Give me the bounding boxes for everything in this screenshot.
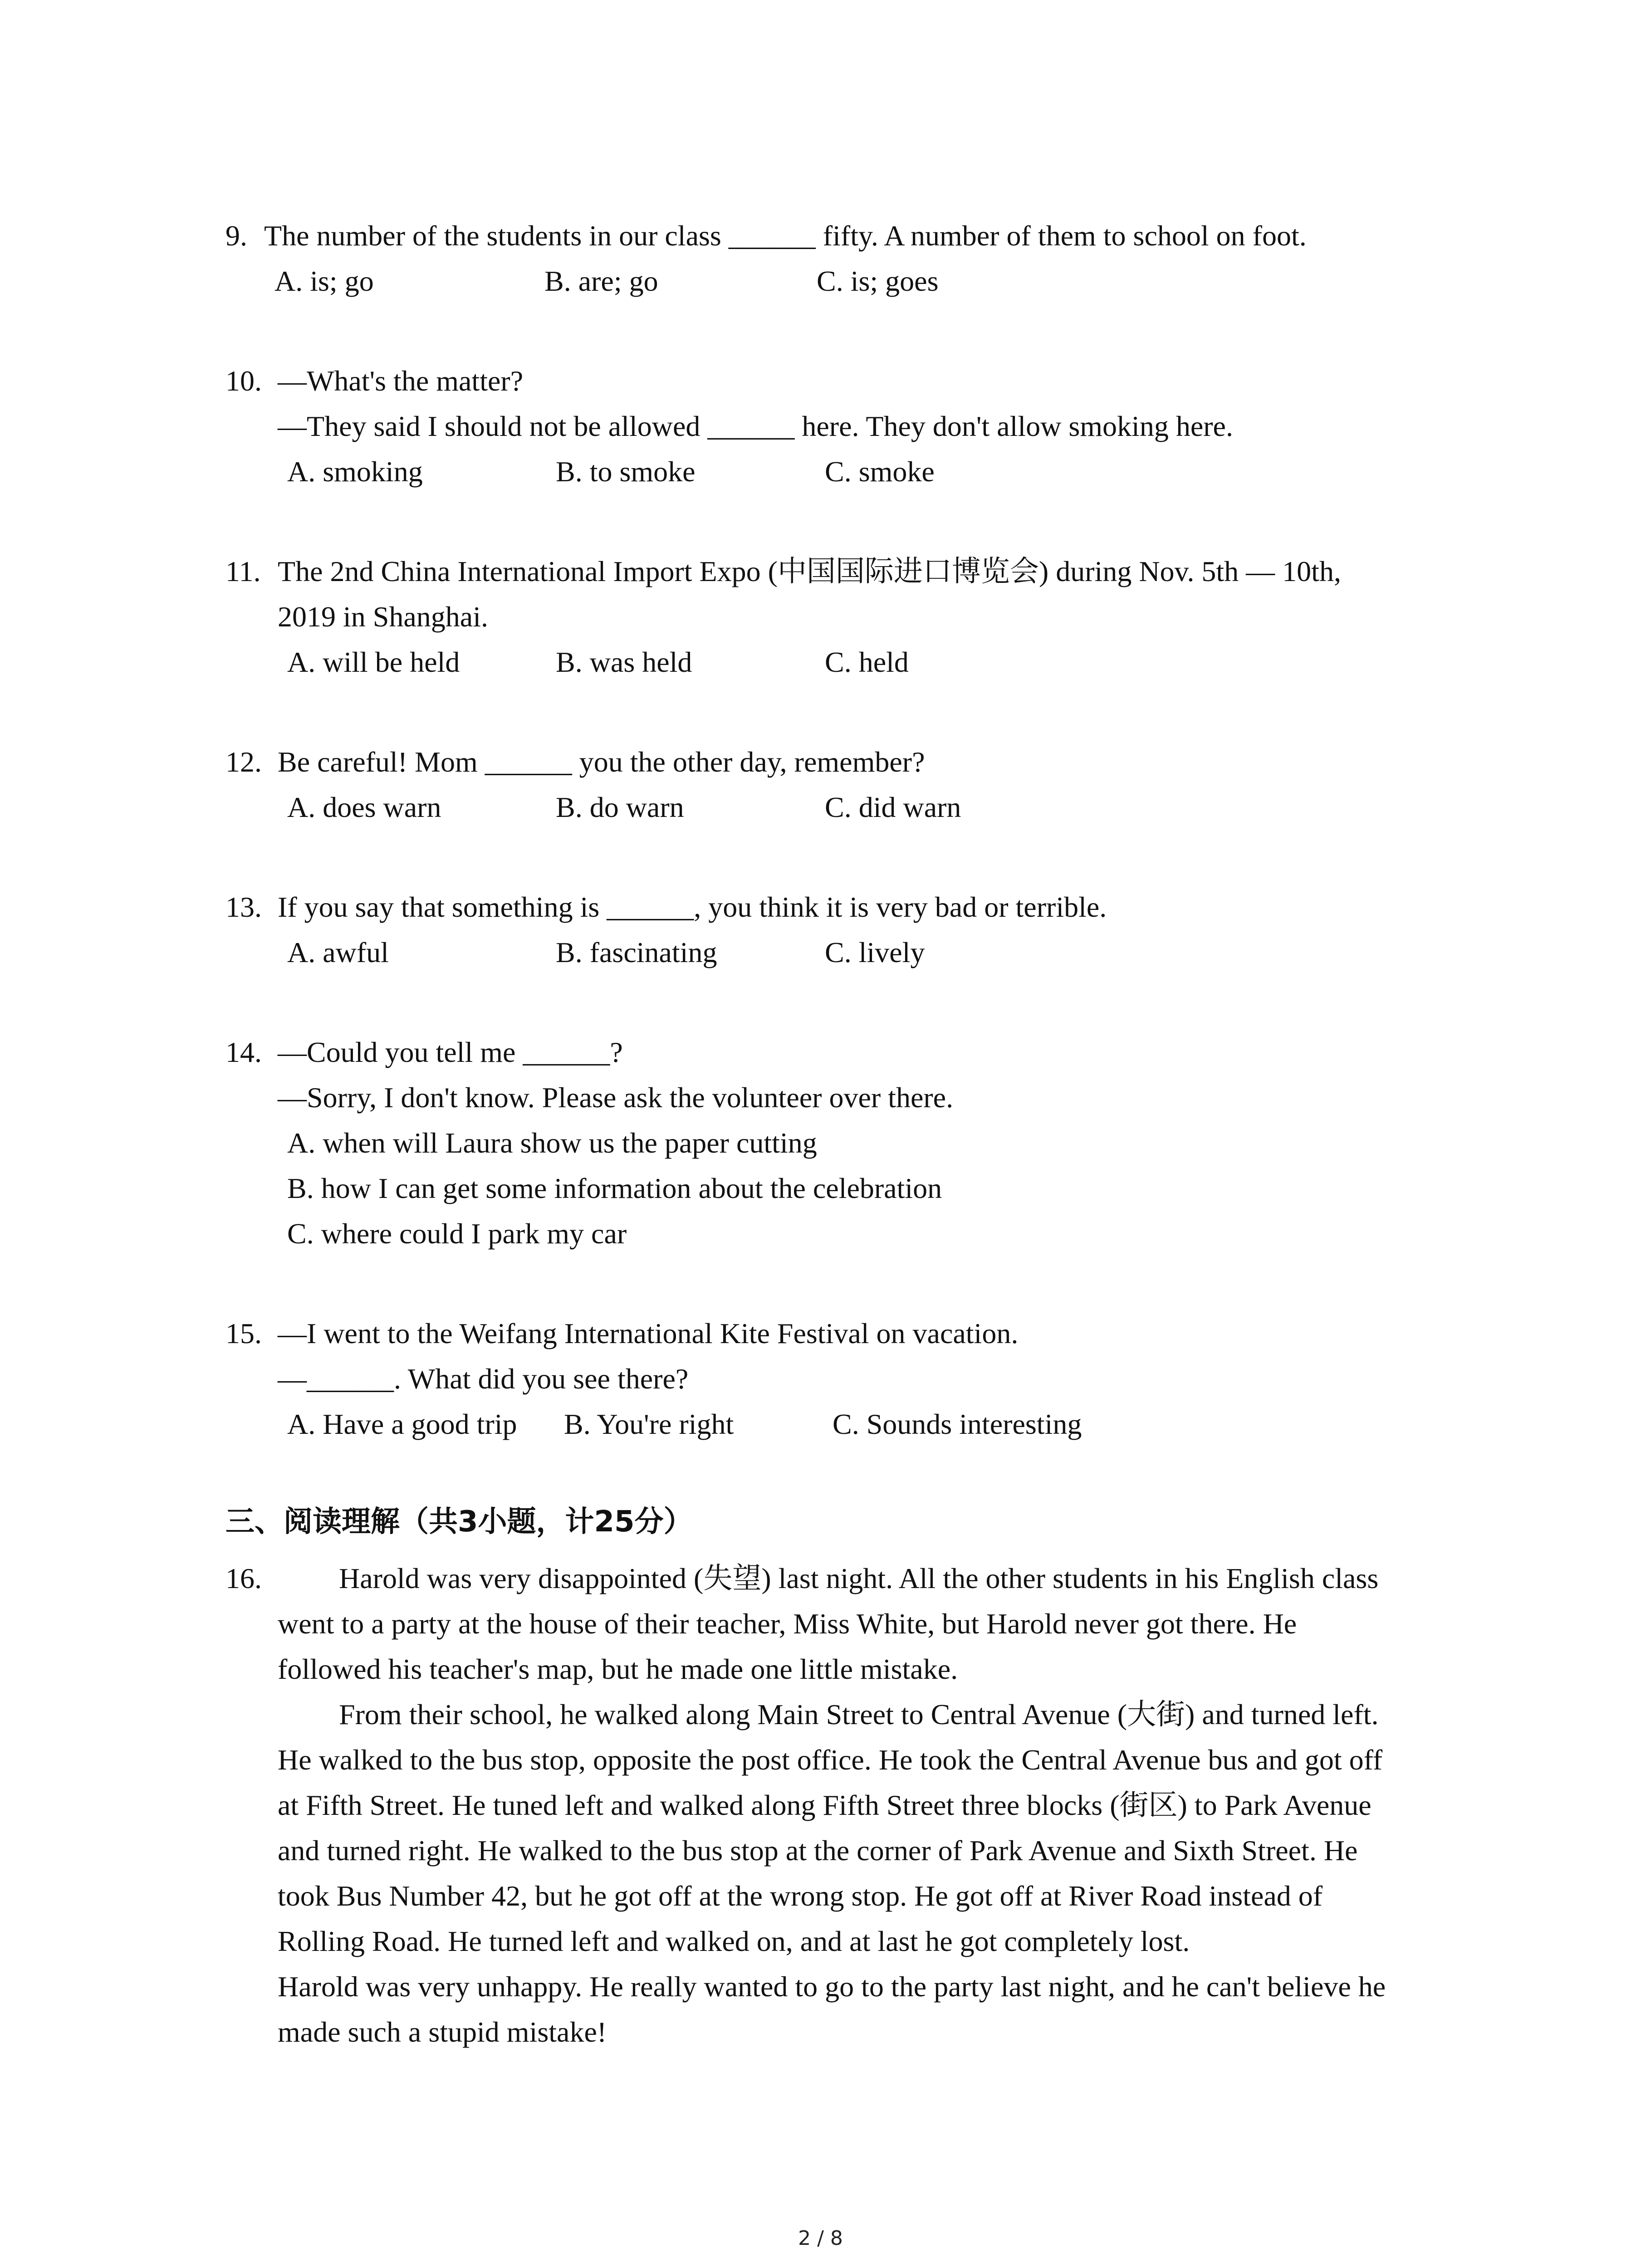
question-text: —They said I should not be allowed ______ here. They don't allow smoking here. (278, 410, 1233, 442)
question-number: 14. (225, 1036, 262, 1068)
question-text: —______. What did you see there? (278, 1363, 689, 1395)
option-b: B. to smoke (556, 455, 696, 488)
passage-line: Rolling Road. He turned left and walked on, and at last he got completely lost. (278, 1925, 1190, 1957)
question-text: —Could you tell me ______? (278, 1036, 623, 1068)
option-a: A. will be held (287, 646, 460, 678)
option-a: A. Have a good trip (287, 1408, 517, 1440)
option-a: A. does warn (287, 791, 441, 823)
option-a: A. is; go (274, 265, 374, 297)
passage-line: and turned right. He walked to the bus stop at the corner of Park Avenue and Sixth Street. He (278, 1834, 1358, 1867)
question-text: —What's the matter? (278, 365, 524, 397)
question-text: —Sorry, I don't know. Please ask the volunteer over there. (278, 1081, 954, 1114)
option-c: C. lively (825, 936, 925, 968)
passage-line: made such a stupid mistake! (278, 2016, 607, 2048)
page-number: 2 / 8 (798, 2227, 843, 2250)
option-b: B. fascinating (556, 936, 717, 968)
option-b: B. how I can get some information about the celebration (287, 1172, 942, 1204)
option-a: A. when will Laura show us the paper cutting (287, 1127, 817, 1159)
option-c: C. did warn (825, 791, 961, 823)
option-a: A. awful (287, 936, 389, 968)
option-c: C. smoke (825, 455, 935, 488)
option-c: C. Sounds interesting (833, 1408, 1082, 1440)
option-b: B. was held (556, 646, 692, 678)
passage-line: followed his teacher's map, but he made one little mistake. (278, 1653, 958, 1685)
option-c: C. is; goes (817, 265, 939, 297)
question-number: 12. (225, 746, 262, 778)
option-a: A. smoking (287, 455, 423, 488)
passage-line: took Bus Number 42, but he got off at the wrong stop. He got off at River Road instead of (278, 1880, 1323, 1912)
question-number: 11. (225, 555, 261, 587)
question-text: If you say that something is ______, you think it is very bad or terrible. (278, 891, 1107, 923)
option-b: B. are; go (544, 265, 658, 297)
passage-line: He walked to the bus stop, opposite the post office. He took the Central Avenue bus and got off (278, 1744, 1383, 1776)
passage-line: at Fifth Street. He tuned left and walked along Fifth Street three blocks (街区) to Park Avenue (278, 1789, 1372, 1821)
passage-line: Harold was very disappointed (失望) last night. All the other students in his English class (339, 1562, 1379, 1594)
passage-line: went to a party at the house of their teacher, Miss White, but Harold never got there. He (278, 1608, 1297, 1640)
question-number: 15. (225, 1317, 262, 1349)
question-number: 9. (225, 220, 247, 252)
option-c: C. held (825, 646, 909, 678)
question-number: 10. (225, 365, 262, 397)
question-text: The 2nd China International Import Expo (中国国际进口博览会) during Nov. 5th — 10th, (278, 555, 1341, 587)
option-b: B. You're right (564, 1408, 734, 1440)
option-b: B. do warn (556, 791, 684, 823)
passage-line: From their school, he walked along Main Street to Central Avenue (大街) and turned left. (339, 1698, 1379, 1730)
question-text: —I went to the Weifang International Kite Festival on vacation. (278, 1317, 1019, 1349)
option-c: C. where could I park my car (287, 1217, 627, 1250)
question-number: 13. (225, 891, 262, 923)
section-heading: 三、阅读理解（共3小题，计25分） (225, 1505, 693, 1539)
question-number: 16. (225, 1562, 262, 1594)
question-text: 2019 in Shanghai. (278, 601, 488, 633)
question-text: Be careful! Mom ______ you the other day, remember? (278, 746, 925, 778)
question-text: The number of the students in our class ______ fifty. A number of them to school on foot. (264, 220, 1307, 252)
passage-line: Harold was very unhappy. He really wanted to go to the party last night, and he can't believe he (278, 1970, 1386, 2003)
